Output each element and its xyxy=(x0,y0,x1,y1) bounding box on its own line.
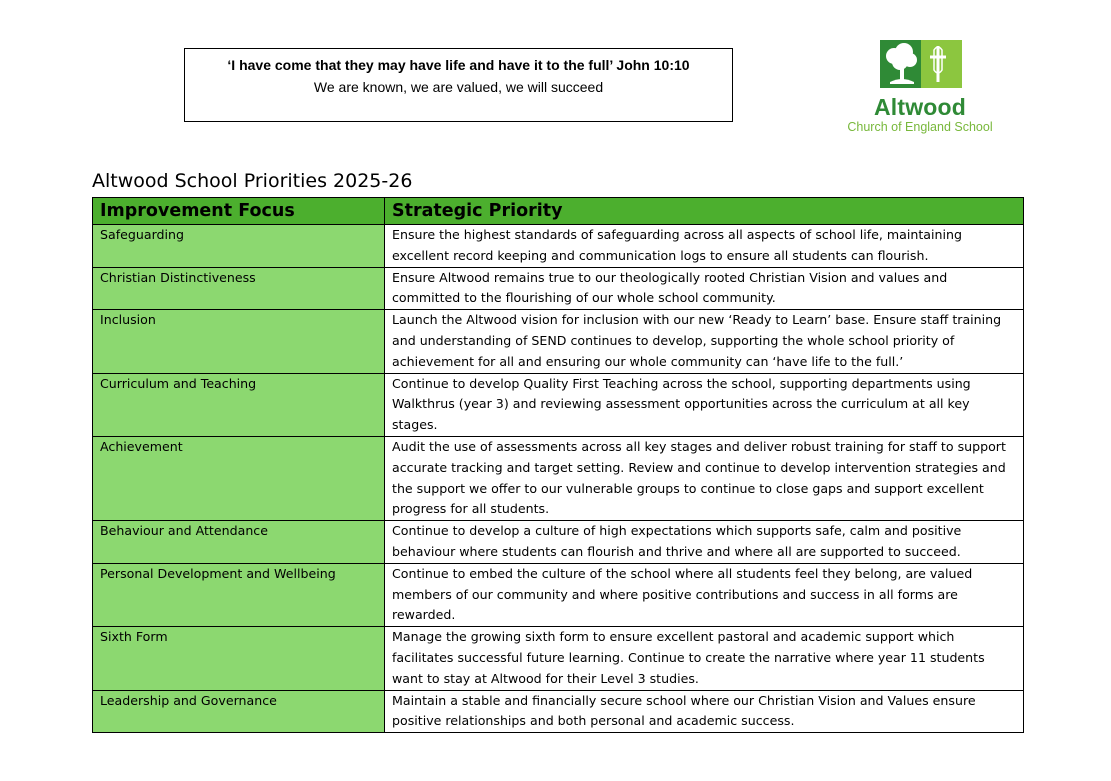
priority-cell: Launch the Altwood vision for inclusion with our new ‘Ready to Learn’ base. Ensure staff training and understanding of SEND continues to develop, supporting the whole school priority of achievement for all and ensuring our whole community can ‘have life to the full.’ xyxy=(385,310,1024,373)
table-row xyxy=(93,225,1024,268)
table-row xyxy=(93,310,1024,373)
focus-cell: Behaviour and Attendance xyxy=(93,521,385,564)
tree-cross-logo-icon xyxy=(880,40,962,88)
header-strategic-priority: Strategic Priority xyxy=(385,198,1024,225)
quote-box xyxy=(184,48,733,122)
priority-cell: Continue to develop a culture of high expectations which supports safe, calm and positive behaviour where students can flourish and thrive and where all are supported to succeed. xyxy=(385,521,1024,564)
school-logo xyxy=(838,40,1002,140)
priority-cell: Audit the use of assessments across all key stages and deliver robust training for staff to support accurate tracking and target setting. Review and continue to develop intervention strategies and the support we offer to our vulnerable groups to continue to close gaps and support excellent progress for all students. xyxy=(385,436,1024,520)
table-row xyxy=(93,436,1024,520)
priority-cell: Continue to develop Quality First Teaching across the school, supporting departments using Walkthrus (year 3) and reviewing assessment opportunities across the curriculum at all key stages. xyxy=(385,373,1024,436)
school-motto: We are known, we are valued, we will succeed xyxy=(313,79,604,95)
table-row xyxy=(93,563,1024,626)
focus-cell: Sixth Form xyxy=(93,627,385,690)
scripture-quote: ‘I have come that they may have life and have it to the full’ John 10:10 xyxy=(227,57,690,73)
table-header-row xyxy=(93,198,1024,225)
focus-cell: Personal Development and Wellbeing xyxy=(93,563,385,626)
priorities-table xyxy=(92,197,1024,733)
document-title: Altwood School Priorities 2025-26 xyxy=(92,170,413,192)
priority-cell: Ensure Altwood remains true to our theologically rooted Christian Vision and values and committed to the flourishing of our whole school community. xyxy=(385,267,1024,310)
focus-cell: Curriculum and Teaching xyxy=(93,373,385,436)
table-row xyxy=(93,521,1024,564)
priority-cell: Ensure the highest standards of safeguarding across all aspects of school life, maintaining excellent record keeping and communication logs to ensure all students can flourish. xyxy=(385,225,1024,268)
focus-cell: Safeguarding xyxy=(93,225,385,268)
priority-cell: Continue to embed the culture of the school where all students feel they belong, are valued members of our community and where positive contributions and success in all forms are rewarded. xyxy=(385,563,1024,626)
logo-name: Altwood xyxy=(873,94,967,120)
priority-cell: Maintain a stable and financially secure school where our Christian Vision and Values ensure positive relationships and both personal and academic success. xyxy=(385,690,1024,733)
header-improvement-focus: Improvement Focus xyxy=(93,198,385,225)
focus-cell: Christian Distinctiveness xyxy=(93,267,385,310)
logo-subtitle: Church of England School xyxy=(847,120,993,134)
table-row xyxy=(93,690,1024,733)
table-row xyxy=(93,373,1024,436)
focus-cell: Inclusion xyxy=(93,310,385,373)
table-row xyxy=(93,627,1024,690)
table-row xyxy=(93,267,1024,310)
focus-cell: Leadership and Governance xyxy=(93,690,385,733)
priority-cell: Manage the growing sixth form to ensure excellent pastoral and academic support which facilitates successful future learning. Continue to create the narrative where year 11 students want to stay at Altwood for their Level 3 studies. xyxy=(385,627,1024,690)
focus-cell: Achievement xyxy=(93,436,385,520)
